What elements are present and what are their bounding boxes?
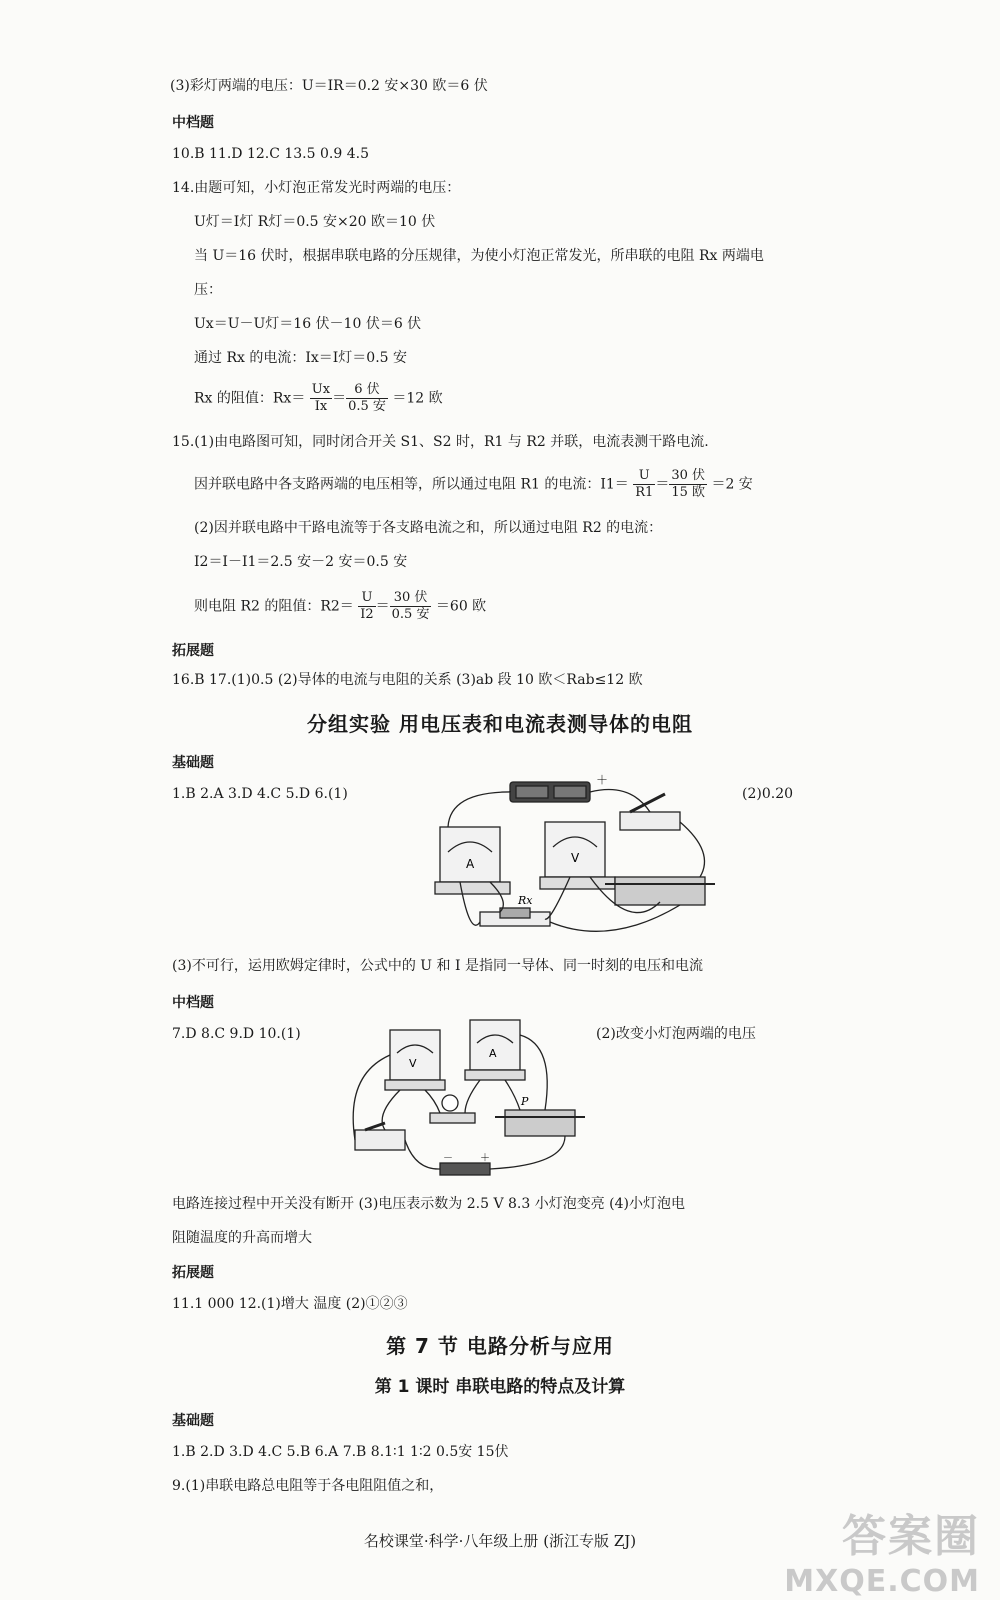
- section-label-extended: 拓展题: [172, 643, 214, 659]
- q14-ux: Ux＝U－U灯＝16 伏－10 伏＝6 伏: [194, 316, 422, 332]
- answers-1-8: 1.B 2.D 3.D 4.C 5.B 6.A 7.B 8.1∶1 1∶2 0.5安 15伏: [172, 1444, 509, 1460]
- q15-fraction-2: $\frac{\text{30 伏}}{\text{15 欧}}$: [671, 468, 705, 500]
- answers-10-13: 10.B 11.D 12.C 13.5 0.9 4.5: [172, 146, 369, 162]
- answer-10-3: 电路连接过程中开关没有断开 (3)电压表示数为 2.5 V 8.3 小灯泡变亮 (4)小灯泡电: [172, 1196, 686, 1212]
- q14-when: 当 U＝16 伏时，根据串联电路的分压规律，为使小灯泡正常发光，所串联的电阻 Rx 两端电: [194, 248, 764, 264]
- battery-minus-label: －: [500, 785, 513, 799]
- q15-line-2-post: ＝2 安: [711, 476, 753, 493]
- answer-9: 9.(1)串联电路总电阻等于各电阻阻值之和，: [172, 1478, 444, 1494]
- q14-rx-post: ＝12 欧: [392, 390, 443, 407]
- section-title-group-experiment: 分组实验 用电压表和电流表测导体的电阻: [307, 712, 693, 736]
- q15-fraction-4: $\frac{\text{30 伏}}{\text{0.5 安}}$: [391, 590, 430, 622]
- q14-rx: Rx 的阻值：Rx＝ $\frac{Ux}{Ix}$ ＝ $\frac{\text{6 伏}}{\text{0.5 安}}$ ＝12 欧: [194, 382, 443, 414]
- q14-ix: 通过 Rx 的电流：Ix＝I灯＝0.5 安: [194, 350, 408, 366]
- answers-16-17: 16.B 17.(1)0.5 (2)导体的电流与电阻的关系 (3)ab 段 10 欧＜Rab≤12 欧: [172, 672, 643, 688]
- section-title-7: 第 7 节 电路分析与应用: [386, 1334, 614, 1358]
- section-label-medium: 中档题: [172, 115, 214, 131]
- q15-line-5-post: ＝60 欧: [435, 598, 487, 615]
- battery-2-plus: ＋: [480, 1153, 490, 1164]
- q15-line-3: (2)因并联电路中干路电流等于各支路电流之和，所以通过电阻 R2 的电流：: [194, 520, 663, 536]
- circuit-diagram-2: [345, 1015, 595, 1180]
- q15-line-1: 15.(1)由电路图可知，同时闭合开关 S1、S2 时，R1 与 R2 并联，电流表测干路电流.: [172, 434, 709, 450]
- resistor-label: Rx: [518, 894, 533, 907]
- lesson-1-title: 第 1 课时 串联电路的特点及计算: [374, 1377, 626, 1397]
- section-label-medium-2: 中档题: [172, 995, 214, 1011]
- section-label-extended-2: 拓展题: [172, 1265, 214, 1281]
- q15-line-2-pre: 因并联电路中各支路两端的电压相等，所以通过电阻 R1 的电流：I1＝: [194, 476, 629, 493]
- section-label-basic: 基础题: [172, 755, 214, 771]
- answers-7-10: 7.D 8.C 9.D 10.(1): [172, 1026, 301, 1042]
- ammeter-label: A: [466, 857, 475, 871]
- answer-6-3: (3)不可行，运用欧姆定律时，公式中的 U 和 I 是指同一导体、同一时刻的电压和电流: [172, 958, 703, 974]
- q15-line-5: 则电阻 R2 的阻值：R2＝ $\frac{U}{I2}$ ＝ $\frac{\text{30 伏}}{\text{0.5 安}}$ ＝60 欧: [194, 590, 487, 622]
- voltmeter-label: V: [571, 851, 580, 865]
- answer-6-2: (2)0.20: [742, 786, 794, 802]
- answers-11-12: 11.1 000 12.(1)增大 温度 (2)①②③: [172, 1296, 408, 1312]
- q14-rx-fraction-2: $\frac{\text{6 伏}}{\text{0.5 安}}$: [348, 382, 386, 414]
- q15-fraction-3: $\frac{U}{I2}$: [360, 590, 374, 622]
- q14-voltage: U灯＝I灯 R灯＝0.5 安×20 欧＝10 伏: [194, 214, 436, 230]
- page-footer: 名校课堂·科学·八年级上册 (浙江专版 ZJ): [363, 1532, 637, 1550]
- section-label-basic-2: 基础题: [172, 1413, 214, 1429]
- slider-label: P: [521, 1095, 529, 1108]
- q14-ya: 压：: [194, 282, 222, 298]
- circuit-diagram-1: [430, 772, 730, 952]
- answer-10-2: (2)改变小灯泡两端的电压: [596, 1026, 756, 1042]
- q15-line-2: 因并联电路中各支路两端的电压相等，所以通过电阻 R1 的电流：I1＝ $\frac{U}{R1}$ ＝ $\frac{\text{30 伏}}{\text{15 欧}}$ ＝2 安: [194, 468, 753, 500]
- answers-1-6: 1.B 2.A 3.D 4.C 5.D 6.(1): [172, 786, 348, 802]
- watermark-url: MXQE.COM: [784, 1564, 980, 1599]
- battery-2-minus: －: [443, 1153, 453, 1164]
- q14-rx-pre: Rx 的阻值：Rx＝: [194, 390, 306, 407]
- q15-line-4: I2＝I－I1＝2.5 安－2 安＝0.5 安: [194, 554, 408, 570]
- q15-fraction-1: $\frac{U}{R1}$: [635, 468, 654, 500]
- answer-line-3: (3)彩灯两端的电压：U＝IR＝0.2 安×30 欧＝6 伏: [170, 78, 488, 94]
- answer-10-4: 阻随温度的升高而增大: [172, 1230, 312, 1246]
- watermark-logo: 答案圈: [842, 1511, 980, 1562]
- q14-intro: 14.由题可知，小灯泡正常发光时两端的电压：: [172, 180, 461, 196]
- watermark: [784, 1500, 980, 1599]
- ammeter-2-label: A: [489, 1047, 497, 1060]
- voltmeter-2-label: V: [409, 1057, 417, 1070]
- battery-plus-label: ＋: [596, 773, 609, 787]
- q15-line-5-pre: 则电阻 R2 的阻值：R2＝: [194, 598, 354, 615]
- q14-rx-fraction-1: $\frac{Ux}{Ix}$: [311, 382, 331, 414]
